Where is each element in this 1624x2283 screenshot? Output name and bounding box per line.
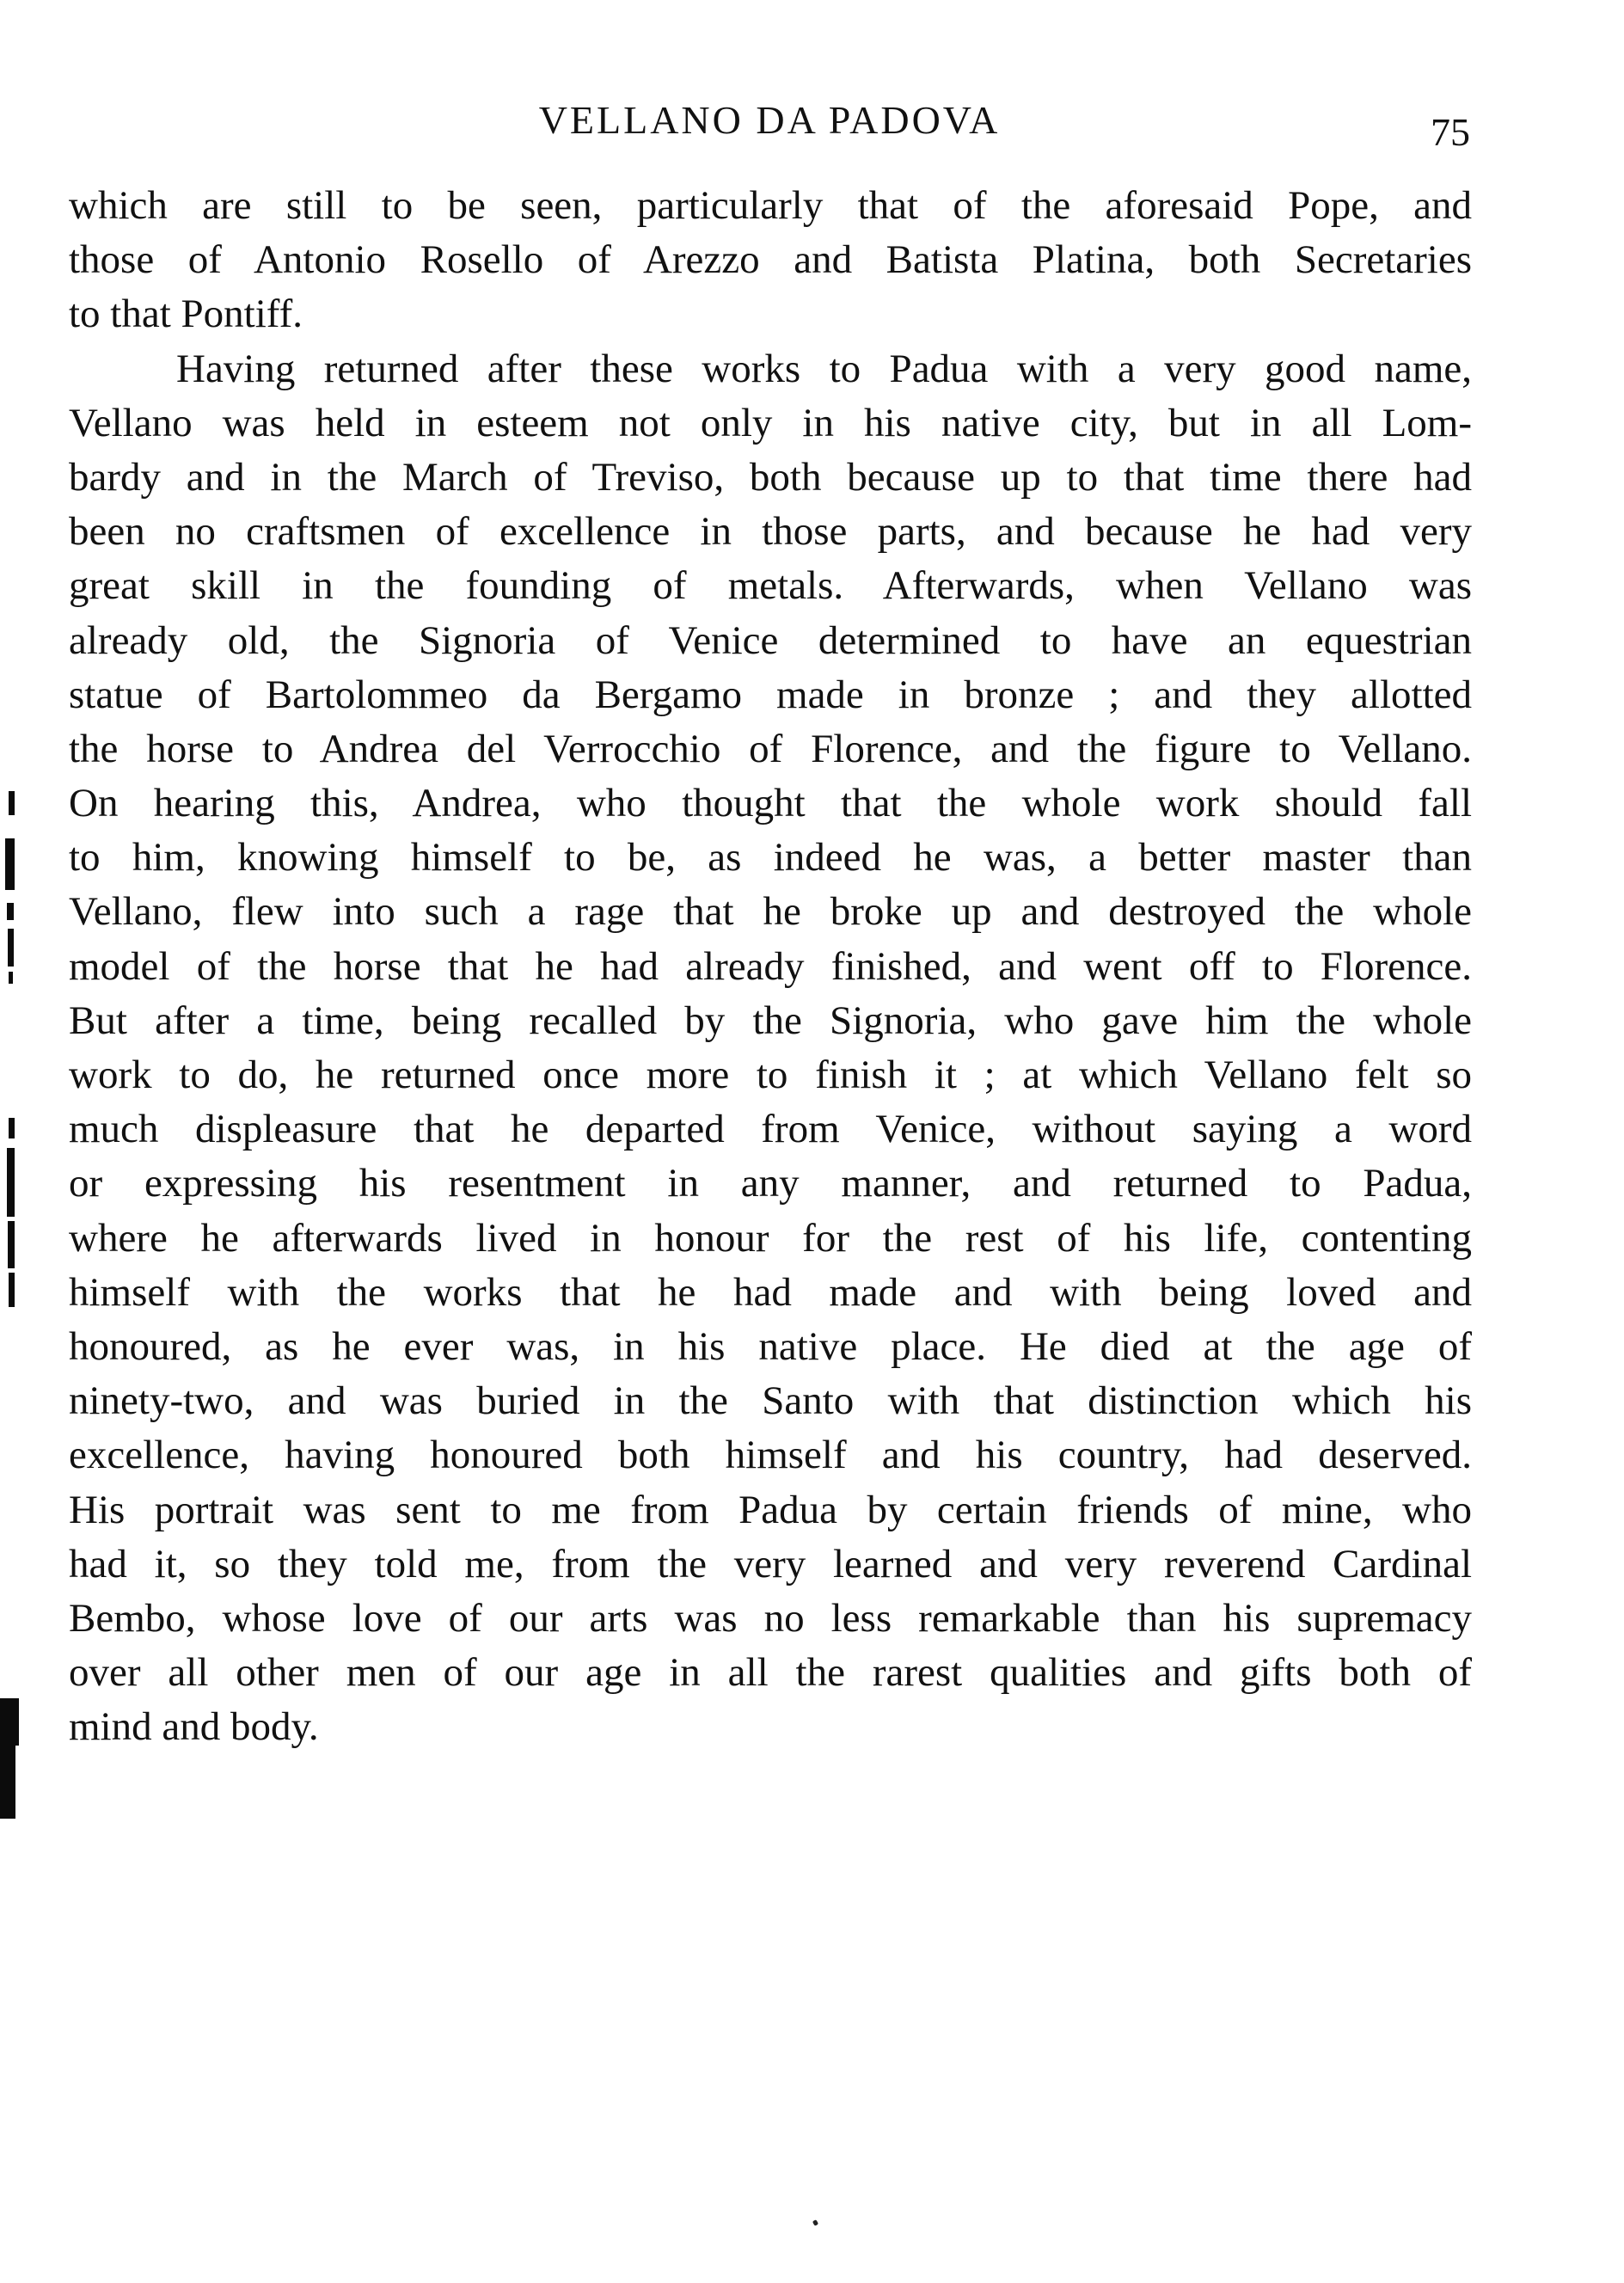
- text-line: to him, knowing himself to be, as indeed he was, a better master than: [69, 835, 1472, 881]
- text-line: or expressing his resentment in any manner, and returned to Padua,: [69, 1161, 1472, 1206]
- scan-mark: [0, 1746, 15, 1819]
- scan-mark: [0, 1698, 19, 1746]
- text-line: excellence, having honoured both himself and his country, had deserved.: [69, 1433, 1472, 1478]
- text-line: great skill in the founding of metals. Afterwards, when Vellano was: [69, 563, 1472, 609]
- text-line: over all other men of our age in all the rarest qualities and gifts both of: [69, 1650, 1472, 1696]
- text-line: Vellano, flew into such a rage that he broke up and destroyed the whole: [69, 889, 1472, 935]
- text-line: where he afterwards lived in honour for the rest of his life, contenting: [69, 1215, 1472, 1261]
- scan-margin-marks: [0, 0, 26, 2283]
- text-line: model of the horse that he had already finished, and went off to Florence.: [69, 943, 1472, 989]
- scan-mark: [8, 929, 14, 967]
- running-title: VELLANO DA PADOVA: [538, 98, 1001, 142]
- scan-mark: [5, 838, 15, 890]
- text-line: been no craftsmen of excellence in those parts, and because he had very: [69, 509, 1472, 555]
- text-line: honoured, as he ever was, in his native place. He died at the age of: [69, 1323, 1472, 1369]
- text-line: those of Antonio Rosello of Arezzo and Batista Platina, both Secretaries: [69, 237, 1472, 283]
- text-line: himself with the works that he had made and with being loved and: [69, 1269, 1472, 1315]
- text-line: mind and body.: [69, 1704, 319, 1750]
- scan-speck: [812, 2219, 818, 2226]
- scan-mark: [9, 972, 13, 984]
- running-head: [69, 86, 1470, 155]
- text-line: the horse to Andrea del Verrocchio of Florence, and the figure to Vellano.: [69, 726, 1472, 771]
- text-line: bardy and in the March of Treviso, both because up to that time there had: [69, 454, 1472, 500]
- text-line: much displeasure that he departed from Venice, without saying a word: [69, 1107, 1472, 1152]
- text-line: to that Pontiff.: [69, 292, 303, 337]
- text-line: Vellano was held in esteem not only in his native city, but in all Lom-: [69, 400, 1472, 445]
- scan-mark: [9, 1273, 15, 1307]
- text-line: His portrait was sent to me from Padua by certain friends of mine, who: [69, 1487, 1472, 1532]
- scan-mark: [8, 1221, 15, 1268]
- text-line: work to do, he returned once more to finish it ; at which Vellano felt so: [69, 1053, 1472, 1097]
- text-line: had it, so they told me, from the very learned and very reverend Cardinal: [69, 1541, 1472, 1586]
- text-line: statue of Bartolommeo da Bergamo made in bronze ; and they allotted: [69, 672, 1472, 717]
- body-text: [69, 179, 1472, 1754]
- text-line: But after a time, being recalled by the Signoria, who gave him the whole: [69, 997, 1472, 1043]
- text-line: Having returned after these works to Padua with a very good name,: [176, 346, 1472, 391]
- scan-mark: [7, 1148, 15, 1217]
- scan-mark: [9, 791, 15, 815]
- text-line: which are still to be seen, particularly that of the aforesaid Pope, and: [69, 183, 1472, 228]
- scan-mark: [7, 903, 14, 920]
- text-line: Bembo, whose love of our arts was no less remarkable than his supremacy: [69, 1595, 1472, 1641]
- page-number: 75: [1431, 110, 1470, 154]
- text-line: ninety-two, and was buried in the Santo with that distinction which his: [69, 1378, 1472, 1424]
- text-line: already old, the Signoria of Venice determined to have an equestrian: [69, 617, 1472, 663]
- scan-mark: [9, 1118, 15, 1138]
- text-line: On hearing this, Andrea, who thought that the whole work should fall: [69, 781, 1472, 826]
